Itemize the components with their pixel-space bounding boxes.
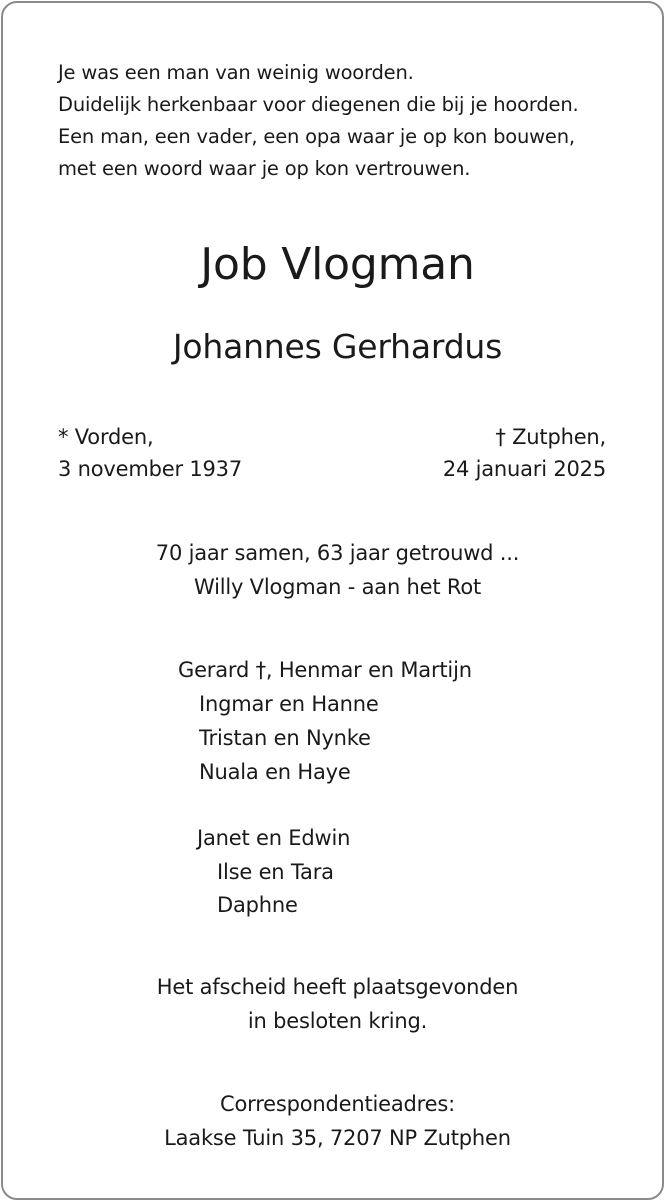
poem-line-2: Duidelijk herkenbaar voor diegenen die bij je hoorden. bbox=[58, 93, 579, 116]
poem-line-3: Een man, een vader, een opa waar je op kon bouwen, bbox=[58, 125, 575, 148]
correspondence-label: Correspondentieadres: bbox=[220, 1092, 455, 1116]
farewell-line-2: in besloten kring. bbox=[247, 1009, 428, 1033]
death-place: † Zutphen, bbox=[495, 425, 606, 449]
family-2-line-2: Ilse en Tara bbox=[217, 860, 334, 884]
correspondence-address: Laakse Tuin 35, 7207 NP Zutphen bbox=[164, 1126, 511, 1150]
partner-line-1: 70 jaar samen, 63 jaar getrouwd ... bbox=[155, 541, 520, 565]
poem-line-4: met een woord waar je op kon vertrouwen. bbox=[58, 157, 471, 180]
family-2-line-1: Janet en Edwin bbox=[197, 826, 351, 850]
birth-date: 3 november 1937 bbox=[58, 457, 243, 481]
farewell-line-1: Het afscheid heeft plaatsgevonden bbox=[156, 975, 519, 999]
family-1-line-1: Gerard †, Henmar en Martijn bbox=[178, 658, 472, 682]
family-2-line-3: Daphne bbox=[217, 893, 298, 917]
deceased-full-name: Johannes Gerhardus bbox=[172, 327, 503, 366]
death-date: 24 januari 2025 bbox=[442, 457, 606, 481]
deceased-name: Job Vlogman bbox=[200, 239, 475, 290]
poem-line-1: Je was een man van weinig woorden. bbox=[58, 61, 414, 84]
family-1-line-3: Tristan en Nynke bbox=[199, 726, 371, 750]
partner-line-2: Willy Vlogman - aan het Rot bbox=[193, 575, 482, 599]
birth-place: * Vorden, bbox=[58, 425, 154, 449]
family-1-line-2: Ingmar en Hanne bbox=[199, 692, 379, 716]
obituary-card bbox=[1, 1, 664, 1200]
family-1-line-4: Nuala en Haye bbox=[199, 760, 351, 784]
